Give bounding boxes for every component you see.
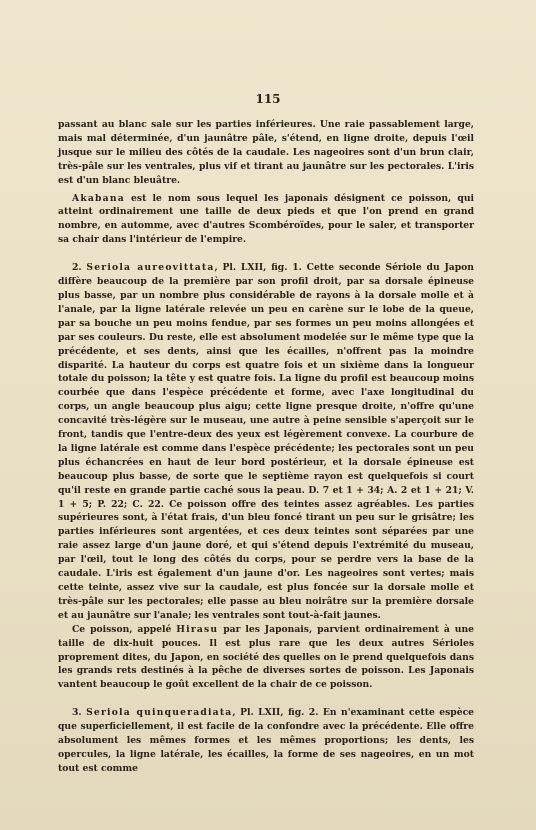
paragraph-4-text: par les Japonais, parvient ordinairement à une taille de dix-huit pouces. Il est plus rare que les deux autres Sérioles proprement dites, du Japon, en société des quelles on le prend quelquefois dans les grands rets destinés à la pêche de diverses sortes de poisson. Les Japonais vantent beaucoup le goût excellent de la chair de ce poisson.	[58, 623, 474, 691]
section-3-plate-ref: , Pl. LXII, fig. 2.	[232, 707, 319, 719]
section-3-number: 3.	[72, 707, 82, 719]
paragraph-2	[58, 192, 474, 248]
section-3-species: Seriola quinqueradiata	[86, 707, 233, 719]
page-number: 115	[255, 92, 281, 106]
section-2-number: 2.	[72, 262, 82, 274]
paragraph-1: passant au blanc sale sur les parties inférieures. Une raie passablement large, mais mal déterminée, d'un jaunâtre pâle, s'étend, en ligne droite, depuis l'œil jusque sur le milieu des côtés de la caudale. Les nageoires sont d'un brun clair, très-pâle sur les ventrales, plus vif et tirant au jaunâtre sur les pectorales. L'iris est d'un blanc bleuâtre.	[58, 119, 474, 186]
section-2	[58, 261, 474, 623]
paragraph-2-text: est le nom sous lequel les japonais désignent ce poisson, qui atteint ordinairement une taille de deux pieds et que l'on prend en grand nombre, en automme, avec d'autres Scombéroïdes, pour le saler, et transporter sa chair dans l'intérieur de l'empire.	[58, 192, 474, 246]
local-name-akabana: Akabana	[72, 192, 125, 204]
page-body	[58, 118, 474, 776]
section-2-plate-ref: , Pl. LXII, fig. 1.	[214, 262, 302, 274]
paragraph-4	[58, 623, 474, 693]
section-3-text: En n'examinant cette espèce que superficiellement, il est facile de la confondre avec la précédente. Elle offre absolument les mêmes formes et les mêmes proportions; les dents, les opercules, la ligne latérale, les écailles, la forme de ses nageoires, en un mot tout est comme	[58, 707, 475, 774]
local-name-hirasu: Hirasu	[176, 623, 219, 635]
section-3	[58, 706, 474, 776]
paragraph-4-lead: Ce poisson, appelé	[72, 623, 177, 635]
section-2-text: Cette seconde Sériole du Japon diffère beaucoup de la première par son profil droit, par sa dorsale épineuse plus basse, par un nombre plus considérable de rayons à la dorsale molle et à l'anale, par la ligne latérale relevée un peu en carène sur le lobe de la queue, par sa bouche un peu moins fendue, par ses formes un peu moins allongées et par ses couleurs. Du reste, elle est absolument modelée sur le même type que la précédente, et ses dents, ainsi que les écailles, n'offrent pas la moindre disparité. La hauteur du corps est quatre fois et un sixième dans la longueur totale du poisson; la tête y est quatre fois. La ligne du profil est beaucoup moins courbée que dans l'espèce précédente et forme, avec l'axe longitudinal du corps, un angle beaucoup plus aigu; cette ligne presque droite, n'offre qu'une concavité très-légère sur le museau, une autre à peine sensible s'aperçoit sur le front, tandis que l'entre-deux des yeux est légèrement convexe. La courbure de la ligne latérale est comme dans l'espèce précédente; les pectorales sont un peu plus échancrées en haut de leur bord postérieur, et la dorsale épineuse est beaucoup plus basse, de sorte que le septième rayon est quelquefois si court qu'il reste en grande partie caché sous la peau. D. 7 et 1 + 34; A. 2 et 1 + 21; V. 1 + 5; P. 22; C. 22. Ce poisson offre des teintes assez agréables. Les parties supérieures sont, à l'état frais, d'un bleu foncé tirant un peu sur le grisâtre; les parties inférieures sont argentées, et ces deux teintes sont séparées par une raie assez large d'un jaune doré, et qui s'étend depuis l'extrémité du museau, par l'œil, tout le long des côtés du corps, pour se perdre vers la base de la caudale. L'iris est également d'un jaune d'or. Les nageoires sont vertes; mais cette teinte, assez vive sur la caudale, est plus foncée sur la dorsale molle et très-pâle sur les pectorales; elle passe au bleu noirâtre sur la première dorsale et au jaunâtre sur l'anale; les ventrales sont tout-à-fait jaunes.	[58, 262, 474, 621]
section-2-species: Seriola aureovittata	[86, 262, 215, 274]
